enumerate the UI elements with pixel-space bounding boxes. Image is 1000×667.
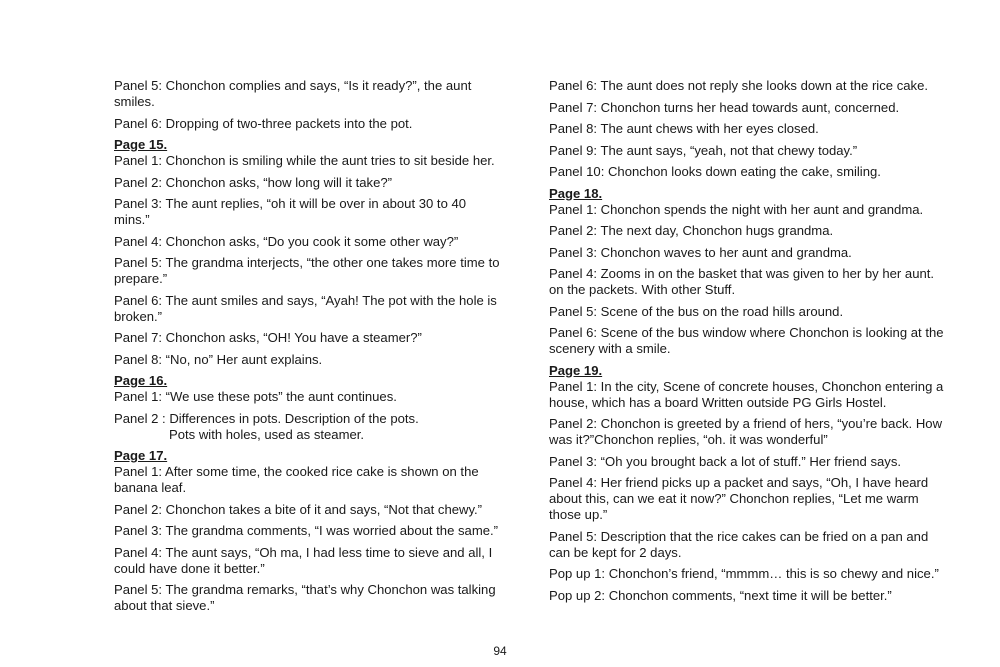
panel-line: Panel 2: The next day, Chonchon hugs grandma.	[549, 223, 834, 238]
panel-line	[114, 411, 504, 443]
panel-line: Panel 5: Scene of the bus on the road hills around.	[549, 303, 844, 319]
panel-line: Panel 2: Chonchon asks, “how long will it take?”	[114, 174, 393, 190]
page-heading: Page 18.	[549, 185, 603, 201]
left-column	[114, 78, 504, 620]
panel-line: Panel 4: Chonchon asks, “Do you cook it some other way?”	[114, 233, 459, 249]
panel-line-text: Panel 2 : Differences in pots. Description of the pots.	[114, 410, 419, 426]
panel-line: Panel 7: Chonchon asks, “OH! You have a steamer?”	[114, 330, 422, 345]
panel-line: Panel 10: Chonchon looks down eating the cake, smiling.	[549, 164, 881, 179]
panel-line-indent: Pots with holes, used as steamer.	[169, 426, 365, 442]
panel-line: Panel 4: Zooms in on the basket that was given to her by her aunt. on the packets. With other Stuff.	[549, 266, 935, 297]
panel-line: Panel 4: Her friend picks up a packet and says, “Oh, I have heard about this, can we eat it now?” Chonchon replies, “Let me warm those up.”	[549, 475, 929, 522]
panel-line: Panel 3: The grandma comments, “I was worried about the same.”	[114, 523, 499, 538]
panel-line: Pop up 2: Chonchon comments, “next time it will be better.”	[549, 587, 892, 603]
panel-line: Panel 6: The aunt smiles and says, “Ayah! The pot with the hole is broken.”	[114, 292, 497, 324]
panel-line: Panel 6: Dropping of two-three packets into the pot.	[114, 115, 413, 131]
panel-line: Panel 3: “Oh you brought back a lot of stuff.” Her friend says.	[549, 453, 902, 469]
panel-line: Panel 5: Description that the rice cakes can be fried on a pan and can be kept for 2 days.	[549, 528, 929, 560]
panel-line: Panel 3: The aunt replies, “oh it will be over in about 30 to 40 mins.”	[114, 196, 467, 227]
panel-line: Panel 3: Chonchon waves to her aunt and grandma.	[549, 244, 852, 260]
panel-line: Panel 4: The aunt says, “Oh ma, I had less time to sieve and all, I could have done it better.”	[114, 544, 493, 576]
right-column	[549, 78, 944, 609]
panel-line: Panel 9: The aunt says, “yeah, not that chewy today.”	[549, 142, 858, 158]
panel-line: Panel 5: Chonchon complies and says, “Is it ready?”, the aunt smiles.	[114, 78, 472, 109]
page-heading: Page 16.	[114, 373, 168, 388]
panel-line: Panel 1: In the city, Scene of concrete houses, Chonchon entering a house, which has a board Written outside PG Girls Hostel.	[549, 378, 944, 410]
panel-line: Panel 5: The grandma remarks, “that’s why Chonchon was talking about that sieve.”	[114, 582, 496, 613]
page-heading: Page 15.	[114, 137, 168, 152]
panel-line: Panel 1: “We use these pots” the aunt continues.	[114, 389, 397, 404]
panel-line: Panel 2: Chonchon is greeted by a friend of hers, “you’re back. How was it?”Chonchon replies, “oh. it was wonderful”	[549, 416, 943, 447]
panel-line: Panel 1: After some time, the cooked rice cake is shown on the banana leaf.	[114, 464, 479, 495]
panel-line: Panel 8: The aunt chews with her eyes closed.	[549, 121, 819, 136]
page-number: 94	[493, 644, 507, 658]
panel-line: Panel 8: “No, no” Her aunt explains.	[114, 351, 323, 367]
panel-line: Panel 1: Chonchon is smiling while the aunt tries to sit beside her.	[114, 153, 495, 168]
page-heading: Page 19.	[549, 362, 603, 378]
panel-line: Panel 1: Chonchon spends the night with her aunt and grandma.	[549, 201, 924, 217]
panel-line: Panel 5: The grandma interjects, “the other one takes more time to prepare.”	[114, 255, 500, 286]
panel-line: Panel 7: Chonchon turns her head towards aunt, concerned.	[549, 99, 900, 115]
page-heading: Page 17.	[114, 448, 168, 463]
panel-line: Panel 6: The aunt does not reply she looks down at the rice cake.	[549, 78, 928, 93]
panel-line: Pop up 1: Chonchon’s friend, “mmmm… this is so chewy and nice.”	[549, 566, 939, 581]
panel-line: Panel 6: Scene of the bus window where Chonchon is looking at the scenery with a smile.	[549, 325, 944, 356]
panel-line: Panel 2: Chonchon takes a bite of it and says, “Not that chewy.”	[114, 501, 483, 517]
